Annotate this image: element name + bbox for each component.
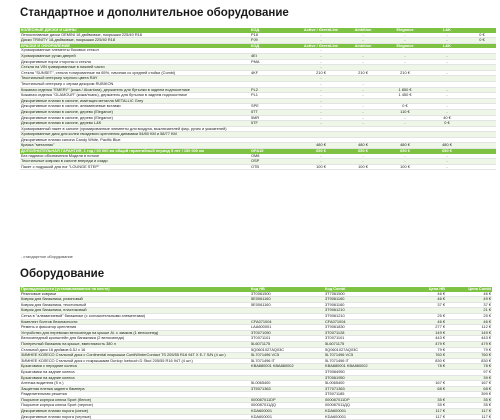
table-cell: 650 € xyxy=(384,149,426,154)
table-cell: - xyxy=(384,154,426,159)
table-cell: 5L6071175 xyxy=(250,341,324,347)
table-row xyxy=(20,414,492,420)
table-cell: 3T0061500 xyxy=(250,292,324,297)
table-cell: KBA880001 KBA880002 xyxy=(250,364,324,370)
table-cell: Декоративные планки в салоне, дерево L&K xyxy=(20,121,250,127)
table-cell: 0 € xyxy=(468,38,496,44)
table-cell: 650 € xyxy=(300,149,342,154)
table-cell: - xyxy=(342,87,384,93)
table-cell: 5E0061160 xyxy=(250,302,324,308)
table-cell: 760 € xyxy=(446,353,492,359)
table-cell: 480 € xyxy=(342,143,384,149)
table-cell: 35 € xyxy=(446,403,492,409)
table-cell: 3T9064950 xyxy=(324,369,398,375)
table-cell: - xyxy=(426,53,468,59)
table-cell: 480 € xyxy=(300,143,342,149)
table-cell: 167 € xyxy=(398,381,446,387)
accessories-table xyxy=(20,287,492,420)
table-cell: Декоративные планки в салоне, дерево (Elegance) xyxy=(20,109,250,115)
table-cell: - xyxy=(342,104,384,110)
table-cell: Кожаная отделка "GLAMOUR" (кожа/ткань), держатель для бутылки в заднем подлокотнике xyxy=(20,93,250,99)
table-cell: 3T7071363 xyxy=(324,386,398,392)
table-cell: 46 € xyxy=(446,319,492,325)
equipment-title: Оборудование xyxy=(20,268,105,280)
page-title: Стандартное и дополнительное оборудование xyxy=(20,7,289,19)
table-cell: Коврик для багажника, текстильный xyxy=(20,302,250,308)
table-cell: 3T9061160 xyxy=(324,297,398,303)
table-cell: - xyxy=(342,154,384,159)
table-cell: GPA15 xyxy=(250,149,300,154)
table-cell: PJ9 xyxy=(250,38,300,44)
table-cell: 650 € xyxy=(426,149,468,154)
table-cell: - xyxy=(342,93,384,99)
table-cell: Стальной диск 16 дюймов 6.5J x 16 xyxy=(20,347,250,353)
table-cell: 100 € xyxy=(342,164,384,170)
table-cell: KBA880001 KBA880002 xyxy=(324,364,398,370)
table-cell: 3T9061210 xyxy=(324,313,398,319)
table-cell: Кожаная отделка "EMERY" (кожа / Alcantara), держатель для бутылки в заднем подлокотнике xyxy=(20,87,250,93)
table-cell: Текстильный интерьер черного цвета RAY xyxy=(20,76,250,82)
table-cell: Легкосплавные диски GEMINI 18 дюймовые, покрышки 225/40 R18 xyxy=(20,33,250,38)
table-cell: 000087011ДQ xyxy=(324,403,398,409)
table-cell: L&K xyxy=(426,28,468,33)
table-cell: 78 € xyxy=(398,364,446,370)
table-cell: - xyxy=(300,121,342,127)
table-cell: - xyxy=(300,87,342,93)
table-cell: 000087011ДQ xyxy=(250,403,324,409)
table-cell: - xyxy=(300,104,342,110)
table-cell: Active / GreenLine xyxy=(300,28,342,33)
table-cell: Elegance xyxy=(384,28,426,33)
table-cell: 35 € xyxy=(398,403,446,409)
table-cell: 479 € xyxy=(398,341,446,347)
table-cell: OTB xyxy=(250,164,300,170)
table-cell: 760 € xyxy=(398,353,446,359)
table-cell: КОД xyxy=(250,28,300,33)
table-cell: - xyxy=(300,38,342,44)
table-cell: 78 € xyxy=(446,364,492,370)
table-cell: Декоративные планки салона Candy White, Pacific Blue xyxy=(20,137,250,143)
table-cell: Пакет с подушкой для ног "LOUNGE STEP" xyxy=(20,164,250,170)
table-cell: Декоративные планки в салоне, имитация металла METALLIC Grey xyxy=(20,98,250,104)
table-cell: 46 € xyxy=(398,297,446,303)
table-cell: - xyxy=(342,121,384,127)
table-cell: 210 € xyxy=(384,70,426,76)
table-cell: L&K xyxy=(426,43,468,48)
table-cell: 210 € xyxy=(342,70,384,76)
table-cell: PL2 xyxy=(250,87,300,93)
table-cell: 46 € xyxy=(398,292,446,297)
table-cell: 40 € xyxy=(426,115,468,121)
table-cell: - xyxy=(384,159,426,165)
table-cell: Аптечка водителя (5 л.) xyxy=(20,381,250,387)
table-cell: Декоративные планки в салоне, алюминиевые вставки xyxy=(20,104,250,110)
table-cell: 110 € xyxy=(384,109,426,115)
table-cell: Текстильный интерьер с серым декором RUBIKON xyxy=(20,81,250,87)
table-cell: 25 € xyxy=(446,313,492,319)
table-cell: - xyxy=(300,159,342,165)
table-cell: Ambition xyxy=(342,43,384,48)
table-cell: OM8 xyxy=(250,154,300,159)
table-cell: 3T0071128 xyxy=(324,330,398,336)
table-cell: - xyxy=(384,121,426,127)
table-cell: 210 € xyxy=(300,70,342,76)
table-cell: - xyxy=(426,70,468,76)
table-cell: Декоративные планки в салоне, дерево (Elegance) xyxy=(20,115,250,121)
table-cell: 650 € xyxy=(342,149,384,154)
table-cell: Брызговики на задние колеса xyxy=(20,375,250,381)
table-cell: 480 € xyxy=(384,143,426,149)
table-cell: - xyxy=(300,109,342,115)
table-cell: - xyxy=(342,115,384,121)
table-cell: 1 850 € xyxy=(384,87,426,93)
table-cell: Active / GreenLine xyxy=(300,43,342,48)
table-cell: 117 € xyxy=(398,409,446,415)
table-cell: Ambition xyxy=(342,28,384,33)
table-cell: 3T0071101 xyxy=(250,336,324,342)
table-cell: - xyxy=(300,48,342,53)
table-cell: 79 € xyxy=(446,347,492,353)
table-cell: Комплект болтов безопасности xyxy=(20,319,250,325)
table-cell: CFA071004 xyxy=(324,319,398,325)
table-cell: - xyxy=(426,164,468,170)
table-cell: PMA xyxy=(250,59,300,65)
table-cell: - xyxy=(426,87,468,93)
table-cell: 3T9061830 xyxy=(324,325,398,331)
table-cell: Код Combi xyxy=(324,287,398,292)
table-cell: - xyxy=(300,76,342,82)
table-cell: Ремень и фиксатор крепления xyxy=(20,325,250,331)
table-cell: 68 € xyxy=(446,386,492,392)
table-cell: - xyxy=(300,115,342,121)
table-cell: 5E0061160 xyxy=(250,297,324,303)
table-cell: Защитная пленка заднего бампера xyxy=(20,386,250,392)
table-cell: 0 € xyxy=(426,121,468,127)
table-cell: 5TT xyxy=(250,109,300,115)
table-cell: 117 € xyxy=(446,414,492,420)
table-cell: - xyxy=(342,53,384,59)
table-cell: 5Q0601027AQ03C xyxy=(324,347,398,353)
table-cell: 5L7071496 VC5 xyxy=(324,353,398,359)
table-cell: PL1 xyxy=(250,93,300,99)
table-cell: 37 € xyxy=(446,302,492,308)
table-cell: 399 € xyxy=(446,392,492,398)
table-cell: 479 € xyxy=(446,341,492,347)
table-cell xyxy=(468,164,496,170)
table-cell: - xyxy=(426,93,468,99)
table-cell: Декоративные планки порога (черные) xyxy=(20,414,250,420)
table-cell: - xyxy=(342,38,384,44)
table-cell: SPE xyxy=(250,104,300,110)
table-cell: 3T0061950 xyxy=(324,375,398,381)
table-cell: Велосипедный кронштейн для багажника (2 велосипеда) xyxy=(20,336,250,342)
table-cell: 5Q0601027AQ03C xyxy=(250,347,324,353)
table-cell: - xyxy=(426,59,468,65)
table-cell: Диски TRINITY 18-дюймовые, покрышки 225/40 R18 xyxy=(20,38,250,44)
table-cell: - xyxy=(300,93,342,99)
table-cell: 0 € xyxy=(384,104,426,110)
table-cell: - xyxy=(426,159,468,165)
table-cell: 3T7061500 xyxy=(324,292,398,297)
table-cell: 4EI xyxy=(250,53,300,59)
table-cell: Хромированные диск для колеи гвоздевого крепления динамики 54/80 KM и 58/77 KM xyxy=(20,132,250,138)
table-cell: Код НВ xyxy=(250,287,324,292)
table-cell: - xyxy=(384,33,426,38)
table-cell: CFA071004 xyxy=(250,319,324,325)
table-cell: 3T9061210 xyxy=(324,308,398,314)
table-cell: - xyxy=(384,115,426,121)
table-cell: - xyxy=(300,53,342,59)
table-cell: 443 € xyxy=(398,336,446,342)
table-cell: OSP xyxy=(250,159,300,165)
table-cell: Брызговики с передние колеса xyxy=(20,364,250,370)
table-cell: - xyxy=(426,33,468,38)
table-cell: Поперечный багажник на крыше, вместимость 380 л xyxy=(20,341,250,347)
table-cell: KDA600001 xyxy=(324,414,398,420)
table-cell: 3T0071050 xyxy=(250,330,324,336)
table-cell: 5L6071175 xyxy=(324,341,398,347)
table-cell: - xyxy=(426,109,468,115)
table-cell: - xyxy=(342,159,384,165)
table-cell: КОЛЕСНЫЕ ДИСКИ И ШИНЫ xyxy=(20,28,250,33)
table-cell: Коврик для багажника, резиновый xyxy=(20,297,250,303)
table-cell: 112 € xyxy=(446,325,492,331)
table-cell: Текстильные коврики в салоне впереди и сзади xyxy=(20,159,250,165)
table-cell: 39 € xyxy=(446,375,492,381)
table-cell: Стекла на VIN гравированные в нижней части xyxy=(20,65,250,71)
standard-equipment-table xyxy=(20,28,496,170)
table-cell: ДОПОЛНИТЕЛЬНАЯ ГАРАНТИЯ, 1 год / 60 000 км общий гарантийный период 5 лет / 150 000 км xyxy=(20,149,250,154)
table-cell: 4KF xyxy=(250,70,300,76)
table-cell: Краска "металлик" xyxy=(20,143,250,149)
table-cell: 35 € xyxy=(398,397,446,403)
table-cell: - xyxy=(342,81,384,87)
table-cell: КРАСКИ И ОФОРМЛЕНИЕ xyxy=(20,43,250,48)
table-cell: 5L7071496 IT xyxy=(324,358,398,364)
table-cell: 000087011DP xyxy=(250,397,324,403)
table-cell: 79 € xyxy=(398,347,446,353)
table-cell: 68 € xyxy=(398,386,446,392)
table-cell: 167 € xyxy=(446,381,492,387)
table-cell: Декоративные планки порога (синие) xyxy=(20,409,250,415)
table-cell: Цена Combi xyxy=(446,287,492,292)
table-cell: KDA600001 xyxy=(324,409,398,415)
table-cell: 443 € xyxy=(446,336,492,342)
table-cell: 5TF xyxy=(250,121,300,127)
table-cell: 97 € xyxy=(446,369,492,375)
table-cell: - xyxy=(342,59,384,65)
table-cell: 3T9061160 xyxy=(324,302,398,308)
table-cell: Декоративные порги стороны и стекла xyxy=(20,59,250,65)
table-cell: - xyxy=(426,154,468,159)
table-cell: КОД xyxy=(250,43,300,48)
table-cell: - xyxy=(300,154,342,159)
table-cell: - xyxy=(300,33,342,38)
table-cell: 000087011DP xyxy=(324,397,398,403)
table-cell: 25 € xyxy=(398,313,446,319)
table-cell: ЗИМНЕЕ КОЛЕСО Стальной диск с Continental покрышки ContiWinterContact TS 205/55 R16 94T X E-7 S/N (4 шт.) xyxy=(20,353,250,359)
table-cell: 830 € xyxy=(446,358,492,364)
table-cell: KDA600001 xyxy=(250,409,324,415)
table-cell: 117 € xyxy=(398,414,446,420)
table-cell: - xyxy=(300,81,342,87)
table-cell: 3T0071101 xyxy=(324,336,398,342)
table-cell: Elegance xyxy=(384,43,426,48)
table-cell: 100 € xyxy=(300,164,342,170)
table-cell: Без надписи обозначения Модели в потоке xyxy=(20,154,250,159)
table-cell: 5MR xyxy=(250,115,300,121)
table-cell: Устройство для перевозки велосипеда на крыше Al. с замком (1 велосипед) xyxy=(20,330,250,336)
table-cell: 277 € xyxy=(398,325,446,331)
table-cell: - xyxy=(300,59,342,65)
table-cell: 0 € xyxy=(468,33,496,38)
table-cell: 37 € xyxy=(398,302,446,308)
table-cell: Сетка в "алюминиевой" багажнике (с согласительными элементами) xyxy=(20,313,250,319)
table-cell: - xyxy=(300,98,342,104)
table-cell: 46 € xyxy=(398,319,446,325)
table-cell: Стекла "SUNSET", стекла тонированные на 65%, начиная со средней стойки (Combi) xyxy=(20,70,250,76)
table-cell: 480 € xyxy=(426,143,468,149)
table-cell: 1 450 € xyxy=(384,93,426,99)
table-cell: Разделительная решетка xyxy=(20,392,250,398)
table-cell: Хромированные ручки дверей xyxy=(20,53,250,59)
table-cell: 117 € xyxy=(446,409,492,415)
table-cell: 5L0065400 xyxy=(324,381,398,387)
table-cell: Коврик для багажника, пластиковый xyxy=(20,308,250,314)
table-cell: - xyxy=(384,38,426,44)
table-cell: 3T5071185 xyxy=(324,392,398,398)
table-cell: - xyxy=(300,65,342,71)
table-cell: Хромированные элементы боковых стекол xyxy=(20,48,250,53)
table-cell: 5L7071496 IT xyxy=(250,358,324,364)
table-cell: 35 € xyxy=(446,397,492,403)
table-cell: Принадлежности (устанавливаются на месте) xyxy=(20,287,250,292)
table-cell: 830 € xyxy=(398,358,446,364)
table-cell: - xyxy=(342,109,384,115)
table-cell: - xyxy=(384,53,426,59)
table-cell: - xyxy=(426,38,468,44)
table-cell: 49 € xyxy=(446,297,492,303)
table-cell: 5L7071496 VC5 xyxy=(250,353,324,359)
table-cell: Цена НВ xyxy=(398,287,446,292)
table-row xyxy=(20,164,496,170)
table-cell: Хромированный пакет в салоне (хромированные элементы для воздуха, выключателей фар, ручек и указателей) xyxy=(20,126,250,132)
table-cell: Покрытие корпуса ключа Sport (черное) xyxy=(20,403,250,409)
table-cell: ЗИМНЕЕ КОЛЕСО Стальной диск с покрышками Dunlop Icetouch D Stud 205/55 R16 94T (4 шт.) xyxy=(20,358,250,364)
table-cell: Резиновые коврики xyxy=(20,292,250,297)
table-cell: - xyxy=(426,104,468,110)
table-cell: - xyxy=(384,59,426,65)
table-cell: 46 € xyxy=(446,292,492,297)
table-cell: 149 € xyxy=(398,330,446,336)
table-cell: Покрытие корпуса ключа Sport (белое) xyxy=(20,397,250,403)
table-cell: 3T5071363 xyxy=(250,386,324,392)
table-cell: 100 € xyxy=(384,164,426,170)
table-cell: LAA600001 xyxy=(250,325,324,331)
table-cell: P18 xyxy=(250,33,300,38)
table-cell: 5L0065400 xyxy=(250,381,324,387)
table-cell: 149 € xyxy=(446,330,492,336)
table-cell: Брызговики на задние колеса xyxy=(20,369,250,375)
footnote: - стандартное оборудование xyxy=(21,254,73,259)
table-cell: KDA600001 xyxy=(250,414,324,420)
table-cell: - xyxy=(342,33,384,38)
table-cell: 21 € xyxy=(446,308,492,314)
